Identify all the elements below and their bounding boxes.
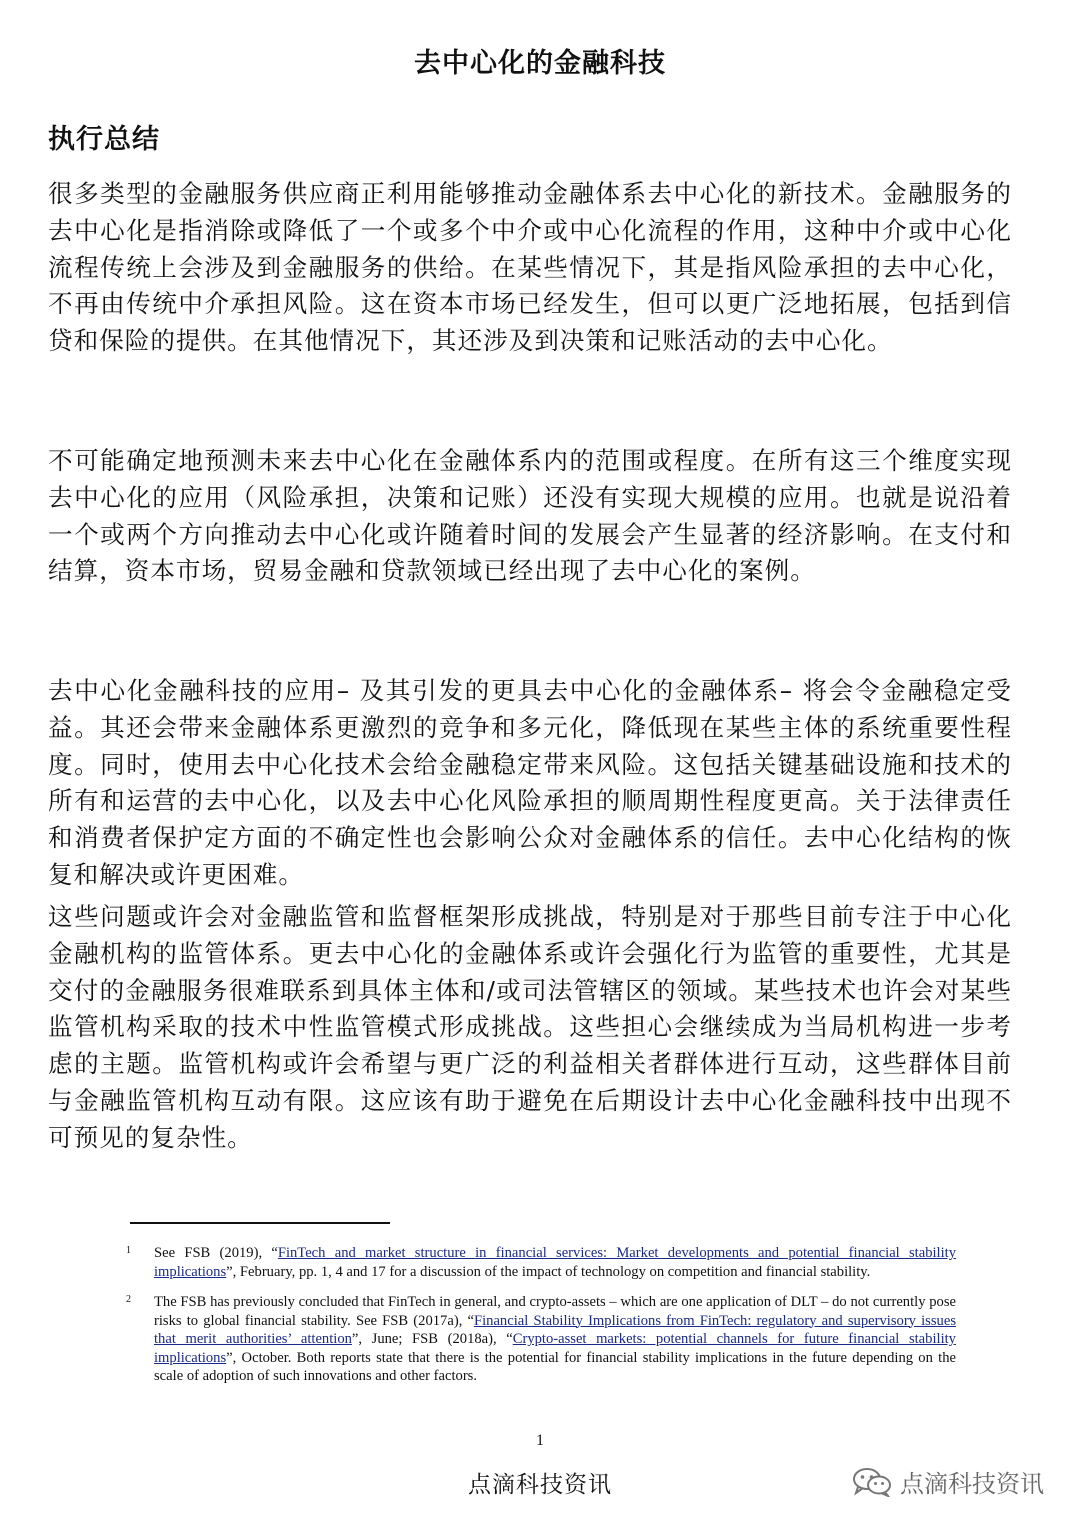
footnote-number: 1 bbox=[126, 1245, 131, 1256]
watermark-text: 点滴科技资讯 bbox=[900, 1470, 1044, 1498]
footnote-divider bbox=[130, 1222, 390, 1224]
paragraph-3: 去中心化金融科技的应用– 及其引发的更具去中心化的金融体系– 将会令金融稳定受益。其还会带来金融体系更激烈的竞争和多元化，降低现在某些主体的系统重要性程度。同时，使用去中心化技术会给金融稳定带来风险。这包括关键基础设施和技术的所有和运营的去中心化，以及去中心化风险承担的顺周期性程度更高。关于法律责任和消费者保护定方面的不确定性也会影响公众对金融体系的信任。去中心化结构的恢复和解决或许更困难。 bbox=[48, 676, 1012, 889]
paragraph-2: 不可能确定地预测未来去中心化在金融体系内的范围或程度。在所有这三个维度实现去中心化的应用（风险承担，决策和记账）还没有实现大规模的应用。也就是说沿着一个或两个方向推动去中心化或许随着时间的发展会产生显著的经济影响。在支付和结算，资本市场，贸易金融和贷款领域已经出现了去中心化的案例。 bbox=[48, 446, 1012, 586]
footnote-text bbox=[154, 1293, 956, 1386]
footnote-link-2[interactable]: Crypto-asset markets: potential channels for future financial stability implications bbox=[154, 1331, 956, 1366]
footnote-text-prefix: See FSB (2019), “ bbox=[154, 1245, 278, 1261]
footnote-text-prefix: The FSB has previously concluded that FinTech in general, and crypto-assets – which are one application of DLT – do not currently pose risks to global financial stability. See FSB (2017a), “ bbox=[154, 1294, 956, 1329]
document-title: 去中心化的金融科技 bbox=[414, 48, 666, 79]
paragraph-1: 很多类型的金融服务供应商正利用能够推动金融体系去中心化的新技术。金融服务的去中心化是指消除或降低了一个或多个中介或中心化流程的作用，这种中介或中心化流程传统上会涉及到金融服务的供给。在某些情况下，其是指风险承担的去中心化，不再由传统中介承担风险。这在资本市场已经发生，但可以更广泛地拓展，包括到信贷和保险的提供。在其他情况下，其还涉及到决策和记账活动的去中心化。 bbox=[48, 179, 1012, 356]
footnote-text-middle: ”, June; FSB (2018a), “ bbox=[351, 1331, 513, 1348]
footnote-number: 2 bbox=[126, 1294, 131, 1305]
footnote-link[interactable]: Financial Stability Implications from FinTech: regulatory and supervisory issues that merit authorities’ attention bbox=[154, 1312, 956, 1348]
footnote-text-suffix: ”, February, pp. 1, 4 and 17 for a discussion of the impact of technology on competition and financial stability. bbox=[226, 1263, 871, 1280]
footnote-link[interactable]: FinTech and market structure in financial services: Market developments and potential financial stability implications bbox=[154, 1245, 956, 1280]
paragraph-4: 这些问题或许会对金融监管和监督框架形成挑战，特别是对于那些目前专注于中心化金融机构的监管体系。更去中心化的金融体系或许会强化行为监管的重要性，尤其是交付的金融服务很难联系到具体主体和/或司法管辖区的领域。某些技术也许会对某些监管机构采取的技术中性监管模式形成挑战。这些担心会继续成为当局机构进一步考虑的主题。监管机构或许会希望与更广泛的利益相关者群体进行互动，这些群体目前与金融监管机构互动有限。这应该有助于避免在后期设计去中心化金融科技中出现不可预见的复杂性。 bbox=[48, 902, 1012, 1152]
wechat-icon bbox=[852, 1467, 892, 1497]
page-number: 1 bbox=[536, 1432, 544, 1449]
footnote-text bbox=[154, 1244, 956, 1281]
footnote-1 bbox=[126, 1244, 956, 1281]
footnote-2 bbox=[126, 1293, 956, 1386]
wechat-watermark bbox=[852, 1464, 1044, 1499]
section-heading: 执行总结 bbox=[48, 124, 160, 155]
footnote-text-suffix: ”, October. Both reports state that there is the potential for financial stability implications in the future depending on the scale of adoption of such innovations and other factors. bbox=[154, 1349, 956, 1385]
footer-brand: 点滴科技资讯 bbox=[468, 1472, 612, 1498]
